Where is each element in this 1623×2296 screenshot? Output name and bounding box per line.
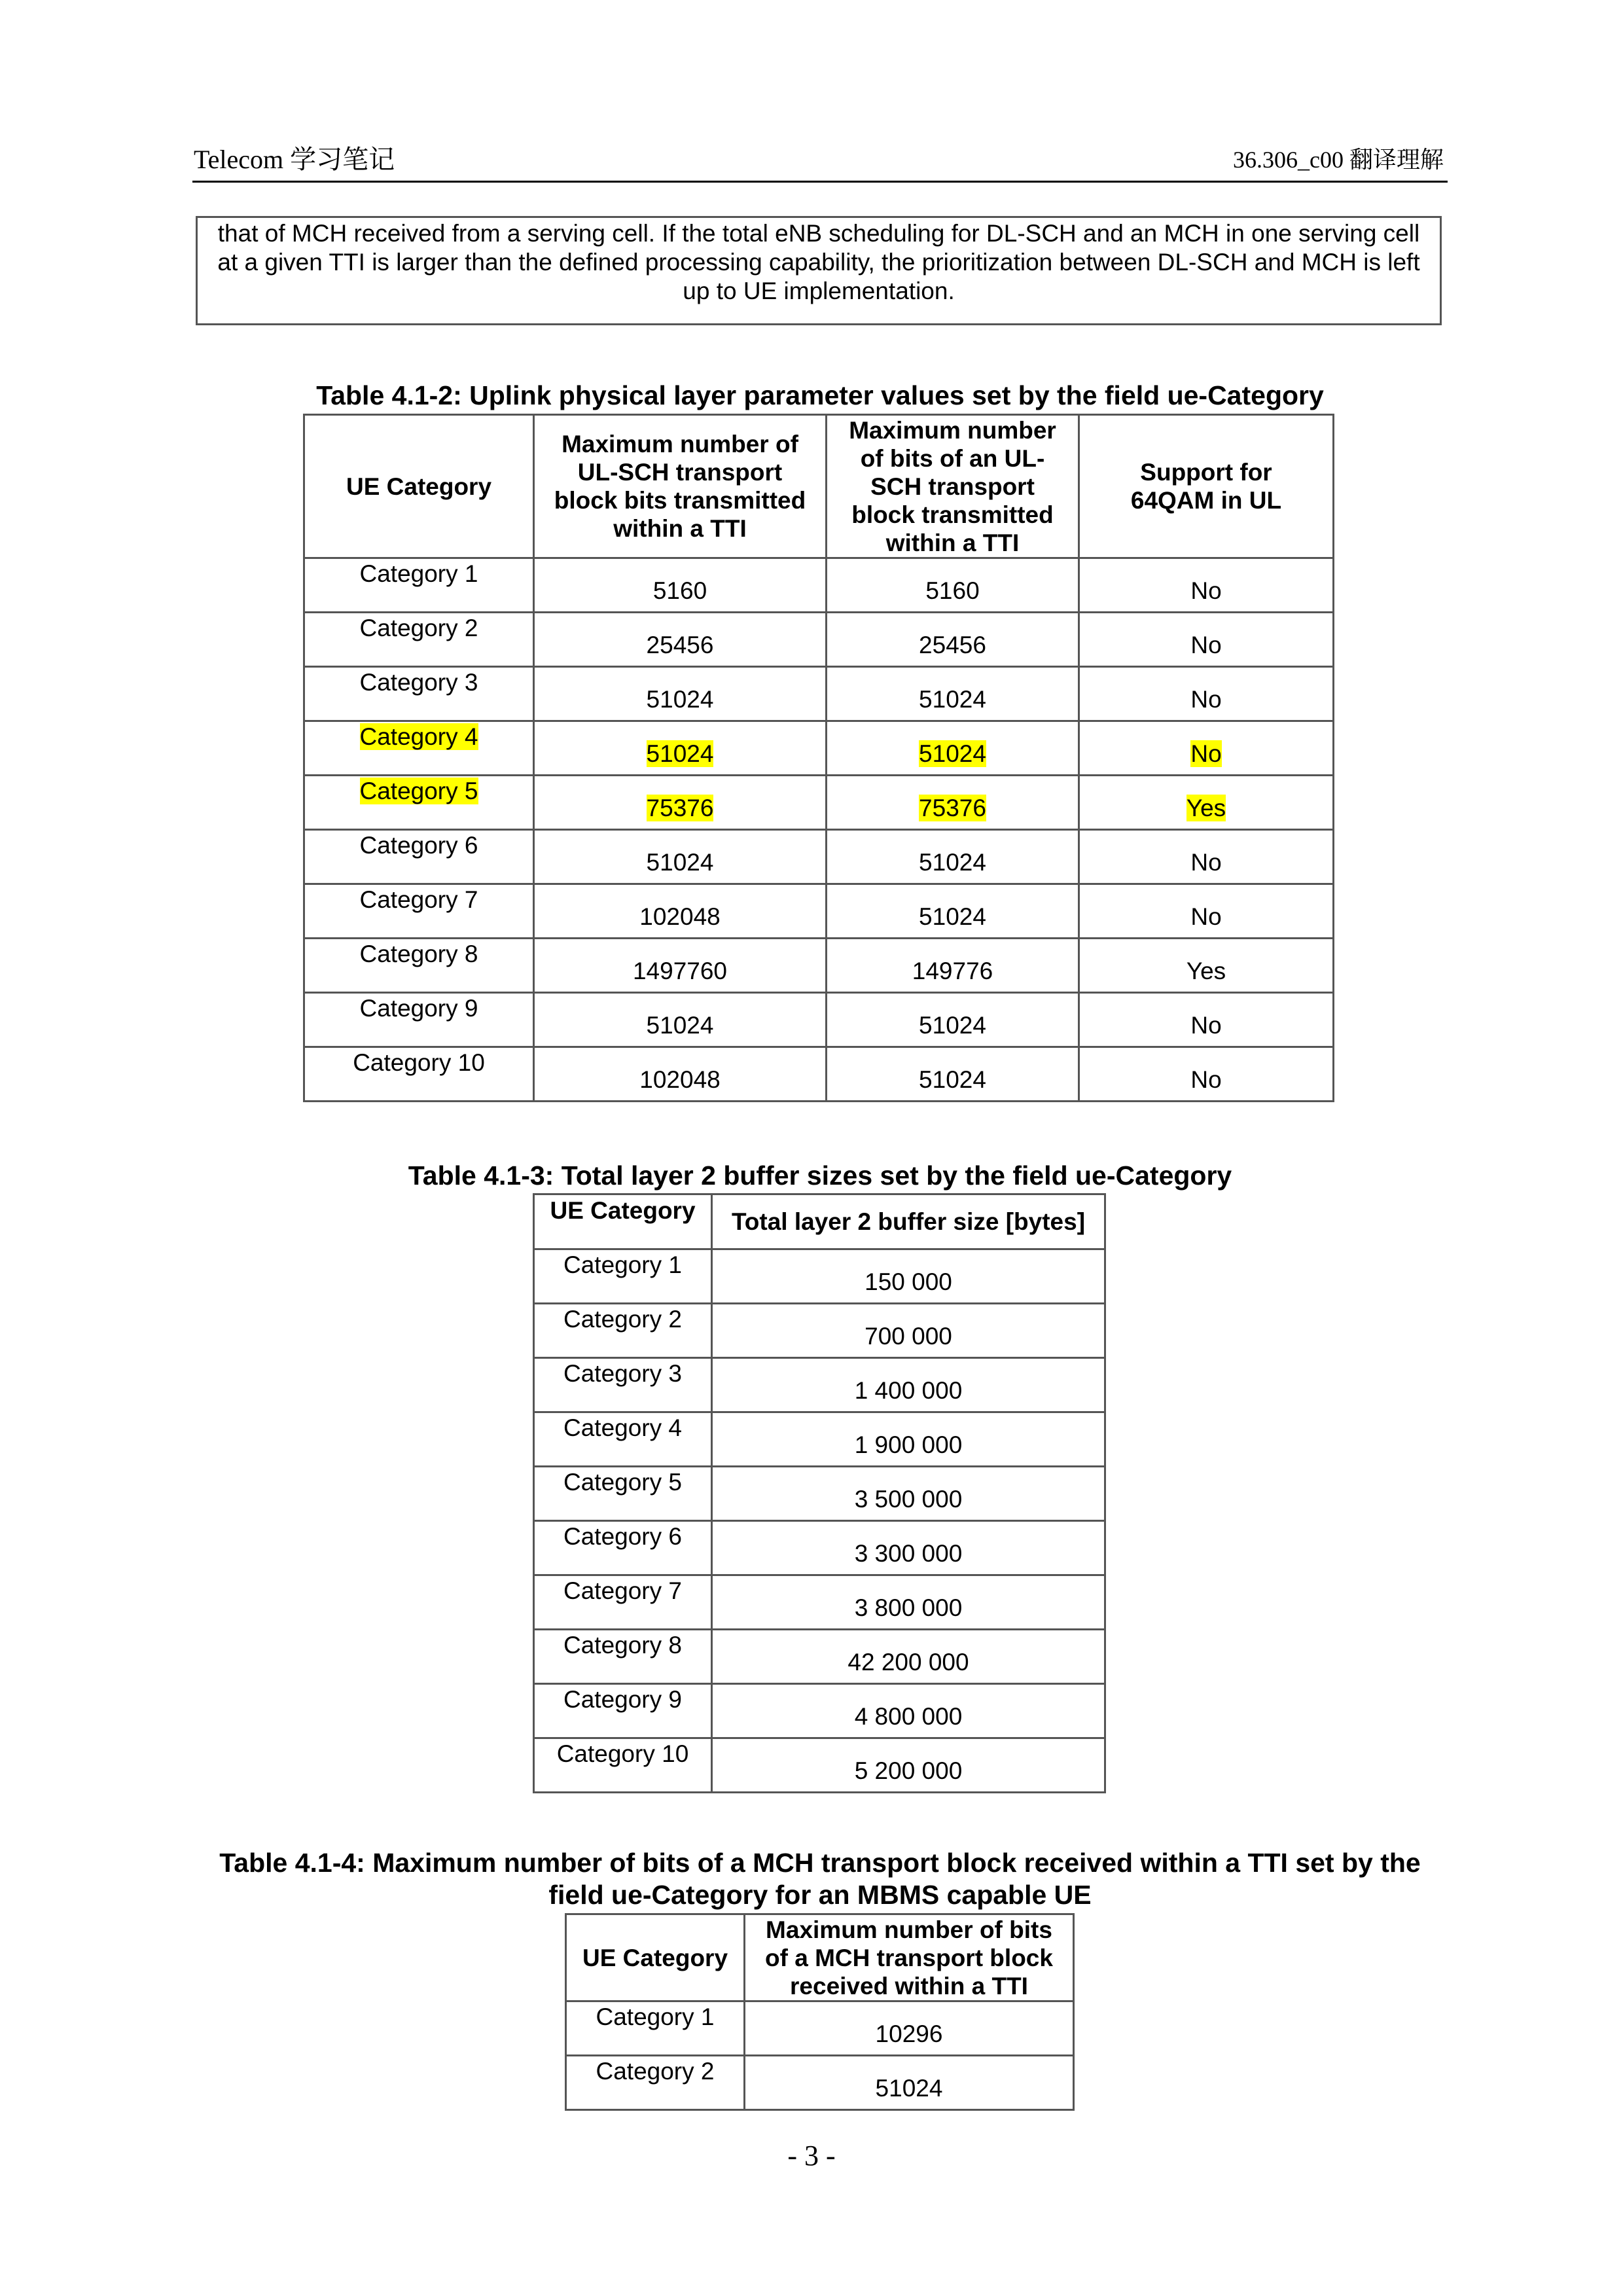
table2-category-cell: Category 2: [359, 615, 478, 641]
table3-category-cell: Category 4: [563, 1414, 682, 1441]
table4-header-bits: Maximum number of bits of a MCH transport block received within a TTI: [745, 1914, 1074, 2001]
table3-category-cell: Category 10: [556, 1740, 689, 1767]
table2-category-cell: Category 7: [359, 886, 478, 913]
table2-bits-block-cell: 51024: [919, 849, 986, 876]
table3-row: [534, 1358, 1105, 1412]
page-header: [192, 136, 1448, 183]
table3-row: [534, 1630, 1105, 1684]
table2-64qam-cell: No: [1190, 632, 1222, 658]
table2-header-bits-tti: Maximum number of UL-SCH transport block bits transmitted within a TTI: [534, 415, 827, 558]
table3-size-cell: 3 300 000: [854, 1540, 963, 1567]
table2-row: [304, 993, 1334, 1047]
table3-size-cell: 700 000: [865, 1323, 952, 1350]
table4-bits-cell: 51024: [875, 2075, 943, 2102]
header-doc-id: 36.306_c00 翻译理解: [1233, 147, 1444, 173]
table4-category-cell: Category 2: [596, 2058, 715, 2085]
table3-size-cell: 5 200 000: [854, 1757, 963, 1784]
table4-caption-line2: field ue-Category for an MBMS capable UE: [548, 1880, 1092, 1910]
table2-bits-tti-cell: 1497760: [632, 958, 728, 984]
table3-row: [534, 1521, 1105, 1575]
table3-size-cell: 150 000: [865, 1268, 952, 1295]
table2-bits-tti-cell: 25456: [646, 632, 714, 658]
table2-row: [304, 939, 1334, 993]
table4-row: [566, 2056, 1074, 2110]
table3-caption: Table 4.1-3: Total layer 2 buffer sizes set by the field ue-Category: [408, 1160, 1232, 1191]
table4-category-cell: Category 1: [596, 2003, 715, 2030]
table2-64qam-cell: No: [1190, 1066, 1222, 1093]
table2-64qam-cell: No: [1190, 577, 1222, 604]
table2-bits-tti-cell: 51024: [646, 1012, 714, 1039]
table3-category-cell: Category 6: [563, 1523, 682, 1550]
note-box: that of MCH received from a serving cell. If the total eNB scheduling for DL-SCH and an MCH in one serving cell at a given TTI is larger than the defined processing capability, the prioritization between DL-SCH and MCH is left up to UE implementation.: [196, 216, 1442, 325]
table2-64qam-cell: No: [1190, 1012, 1222, 1039]
table3-header-buffer-size: Total layer 2 buffer size [bytes]: [712, 1194, 1105, 1249]
table3-row: [534, 1467, 1105, 1521]
table2-row: [304, 558, 1334, 613]
table2-bits-tti-cell: 102048: [639, 1066, 721, 1093]
table3-category-cell: Category 1: [563, 1251, 682, 1278]
page-number: - 3 -: [787, 2140, 836, 2172]
table2-row: [304, 830, 1334, 884]
table2-64qam-cell: Yes: [1186, 958, 1226, 984]
table2-category-cell: Category 5: [359, 778, 478, 804]
table2-header-category: UE Category: [304, 415, 534, 558]
table3-header-category: UE Category: [534, 1194, 712, 1249]
table2-row: [304, 1047, 1334, 1102]
table2-64qam-cell: No: [1190, 849, 1222, 876]
table2-row: [304, 884, 1334, 939]
table3-category-cell: Category 9: [563, 1686, 682, 1713]
header-title: Telecom 学习笔记: [194, 145, 395, 174]
table2-bits-block-cell: 75376: [919, 795, 986, 821]
table2-caption: Table 4.1-2: Uplink physical layer parameter values set by the field ue-Category: [316, 380, 1324, 410]
table3-size-cell: 3 500 000: [854, 1486, 963, 1513]
table4-caption-line1: Table 4.1-4: Maximum number of bits of a MCH transport block received within a TTI set by the: [219, 1848, 1421, 1878]
table3-row: [534, 1684, 1105, 1738]
buffer-size-table: [533, 1193, 1106, 1793]
table3-category-cell: Category 5: [563, 1469, 682, 1496]
table3-size-cell: 3 800 000: [854, 1594, 963, 1621]
table2-bits-block-cell: 149776: [912, 958, 993, 984]
table2-bits-tti-cell: 5160: [652, 577, 707, 604]
table2-category-cell: Category 9: [359, 995, 478, 1022]
table2-row: [304, 667, 1334, 721]
table2-bits-tti-cell: 51024: [646, 849, 714, 876]
table4-header-category: UE Category: [566, 1914, 745, 2001]
table2-bits-block-cell: 51024: [919, 686, 986, 713]
table3-size-cell: 4 800 000: [854, 1703, 963, 1730]
table2-row: [304, 721, 1334, 776]
table2-category-cell: Category 6: [359, 832, 478, 859]
table3-size-cell: 42 200 000: [847, 1649, 969, 1676]
table2-category-cell: Category 10: [353, 1049, 485, 1076]
table2-category-cell: Category 8: [359, 941, 478, 967]
table2-64qam-cell: No: [1190, 903, 1222, 930]
table3-row: [534, 1412, 1105, 1467]
table2-category-cell: Category 3: [359, 669, 478, 696]
table3-category-cell: Category 2: [563, 1306, 682, 1333]
table3-category-cell: Category 7: [563, 1577, 682, 1604]
uplink-parameters-table: [303, 414, 1334, 1102]
table3-row: [534, 1249, 1105, 1304]
table2-bits-tti-cell: 51024: [646, 686, 714, 713]
table2-category-cell: Category 4: [359, 723, 478, 750]
table2-bits-block-cell: 51024: [919, 1012, 986, 1039]
table2-bits-tti-cell: 51024: [646, 740, 714, 767]
table2-bits-block-cell: 51024: [919, 740, 986, 767]
table2-bits-block-cell: 51024: [919, 1066, 986, 1093]
table2-bits-block-cell: 51024: [919, 903, 986, 930]
table2-category-cell: Category 1: [359, 560, 478, 587]
table3-row: [534, 1575, 1105, 1630]
table2-64qam-cell: No: [1190, 686, 1222, 713]
mch-transport-block-table: [565, 1913, 1075, 2111]
table4-row: [566, 2001, 1074, 2056]
table2-bits-block-cell: 25456: [919, 632, 986, 658]
table2-row: [304, 776, 1334, 830]
table2-bits-tti-cell: 102048: [639, 903, 721, 930]
table4-bits-cell: 10296: [875, 2020, 943, 2047]
table3-size-cell: 1 400 000: [854, 1377, 963, 1404]
table3-row: [534, 1304, 1105, 1358]
table2-bits-block-cell: 5160: [925, 577, 980, 604]
table2-row: [304, 613, 1334, 667]
table3-size-cell: 1 900 000: [854, 1431, 963, 1458]
table3-category-cell: Category 8: [563, 1632, 682, 1659]
table3-category-cell: Category 3: [563, 1360, 682, 1387]
table4-caption: [192, 1847, 1448, 1911]
table2-header-bits-block: Maximum number of bits of an UL-SCH transport block transmitted within a TTI: [827, 415, 1079, 558]
table2-64qam-cell: No: [1190, 740, 1222, 767]
table2-bits-tti-cell: 75376: [646, 795, 714, 821]
table2-64qam-cell: Yes: [1186, 795, 1226, 821]
table2-header-64qam: Support for 64QAM in UL: [1079, 415, 1334, 558]
table3-row: [534, 1738, 1105, 1793]
